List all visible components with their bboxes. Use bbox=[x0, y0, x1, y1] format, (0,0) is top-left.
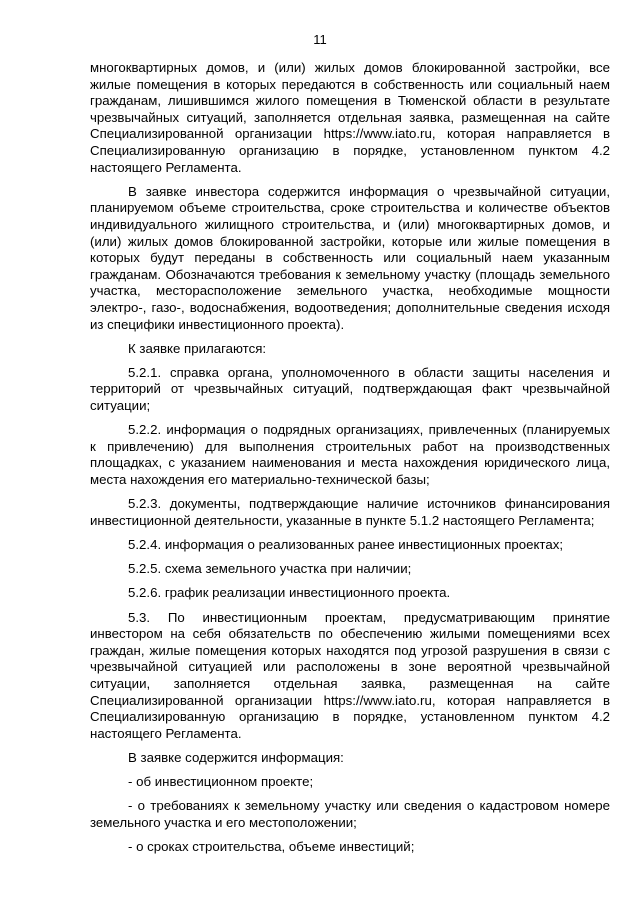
list-item-land-requirements: - о требованиях к земельному участку или сведения о кадастровом номере земельного участка и его местоположении; bbox=[90, 798, 610, 830]
paragraph-5-2-6: 5.2.6. график реализации инвестиционного проекта. bbox=[128, 585, 451, 601]
paragraph-5-2-5: 5.2.5. схема земельного участка при наличии; bbox=[128, 561, 412, 577]
paragraph-investor-application: В заявке инвестора содержится информация о чрезвычайной ситуации, планируемом объеме строительства, сроке строительства и количестве объектов индивидуального жилищного строительства, и (или) многоквартирных домов, и (или) жилых домов блокированной застройки, которые или жилые помещения в которых будут переданы в собственность или социальный наем указанным гражданам. Обозначаются требования к земельному участку (площадь земельного участка, месторасположение земельного участка, необходимые мощности электро-, газо-, водоснабжения, водоотведения; дополнительные сведения исходя из специфики инвестиционного проекта). bbox=[90, 183, 610, 332]
document-body bbox=[90, 60, 610, 856]
paragraph-5-2-2: 5.2.2. информация о подрядных организациях, привлеченных (планируемых к привлечению) для выполнения строительных работ на производственных площадках, с указанием наименования и места нахождения юридического лица, места нахождения его материально-технической базы; bbox=[90, 422, 610, 488]
page-number: 11 bbox=[313, 32, 327, 47]
paragraph-5-2-4: 5.2.4. информация о реализованных ранее инвестиционных проектах; bbox=[128, 537, 564, 552]
paragraph-application-info-intro: В заявке содержится информация: bbox=[128, 749, 344, 765]
list-item-terms-volume: - о сроках строительства, объеме инвестиций; bbox=[128, 839, 415, 855]
paragraph-attachments-intro: К заявке прилагаются: bbox=[128, 340, 267, 356]
paragraph-5-2-1: 5.2.1. справка органа, уполномоченного в области защиты населения и территорий от чрезвычайных ситуаций, подтверждающая факт чрезвычайной ситуации; bbox=[90, 364, 610, 414]
paragraph-5-3: 5.3. По инвестиционным проектам, предусматривающим принятие инвестором на себя обязательств по обеспечению жилыми помещениями всех граждан, жилые помещения которых находятся под угрозой разрушения в связи с чрезвычайной ситуацией или расположены в зоне вероятной чрезвычайной ситуации, заполняется отдельная заявка, размещенная на сайте Специализированной организации https://www.iato.ru, которая направляется в Специализированную организацию в порядке, установленном пунктом 4.2 настоящего Регламента. bbox=[90, 609, 610, 741]
list-item-project: - об инвестиционном проекте; bbox=[128, 774, 314, 790]
paragraph-5-2-3: 5.2.3. документы, подтверждающие наличие источников финансирования инвестиционной деятельности, указанные в пункте 5.1.2 настоящего Регламента; bbox=[90, 496, 610, 528]
paragraph-continuation: многоквартирных домов, и (или) жилых домов блокированной застройки, все жилые помещения в которых передаются в собственность или социальный наем гражданам, лишившимся жилого помещения в Тюменской области в результате чрезвычайных ситуаций, заполняется отдельная заявка, размещенная на сайте Специализированной организации https://www.iato.ru, которая направляется в Специализированную организацию в порядке, установленном пунктом 4.2 настоящего Регламента. bbox=[90, 60, 610, 175]
